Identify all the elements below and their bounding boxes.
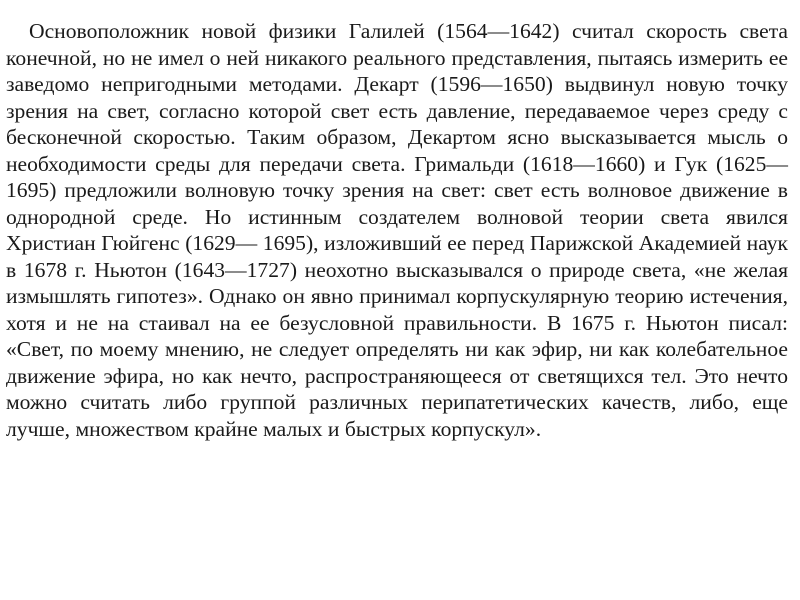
body-paragraph: Основоположник новой физики Галилей (1564—1642) считал скорость света конечной, но не имел о ней никакого реального представления, пытаясь измерить ее заведомо непригодными методами. Декарт (1596—1650) выдвинул новую точку зрения на свет, согласно которой свет есть давление, передаваемое через среду с бесконечной скоростью. Таким образом, Декартом ясно высказывается мысль о необходимости среды для передачи света. Гримальди (1618—1660) и Гук (1625—1695) предложили волновую точку зрения на свет: свет есть волновое движение в однородной среде. Но истинным создателем волновой теории света явился Христиан Гюйгенс (1629— 1695), изложивший ее перед Парижской Академией наук в 1678 г. Ньютон (1643—1727) неохотно высказывался о природе света, «не желая измышлять гипотез». Однако он явно принимал корпускулярную теорию истечения, хотя и не на стаивал на ее безусловной правильности. В 1675 г. Ньютон писал: «Свет, по моему мнению, не следует определять ни как эфир, ни как колебательное движение эфира, но как нечто, распространяющееся от светящихся тел. Это нечто можно считать либо группой различных перипатетических качеств, либо, еще лучше, множеством крайне малых и быстрых корпускул». — [6, 19, 788, 441]
